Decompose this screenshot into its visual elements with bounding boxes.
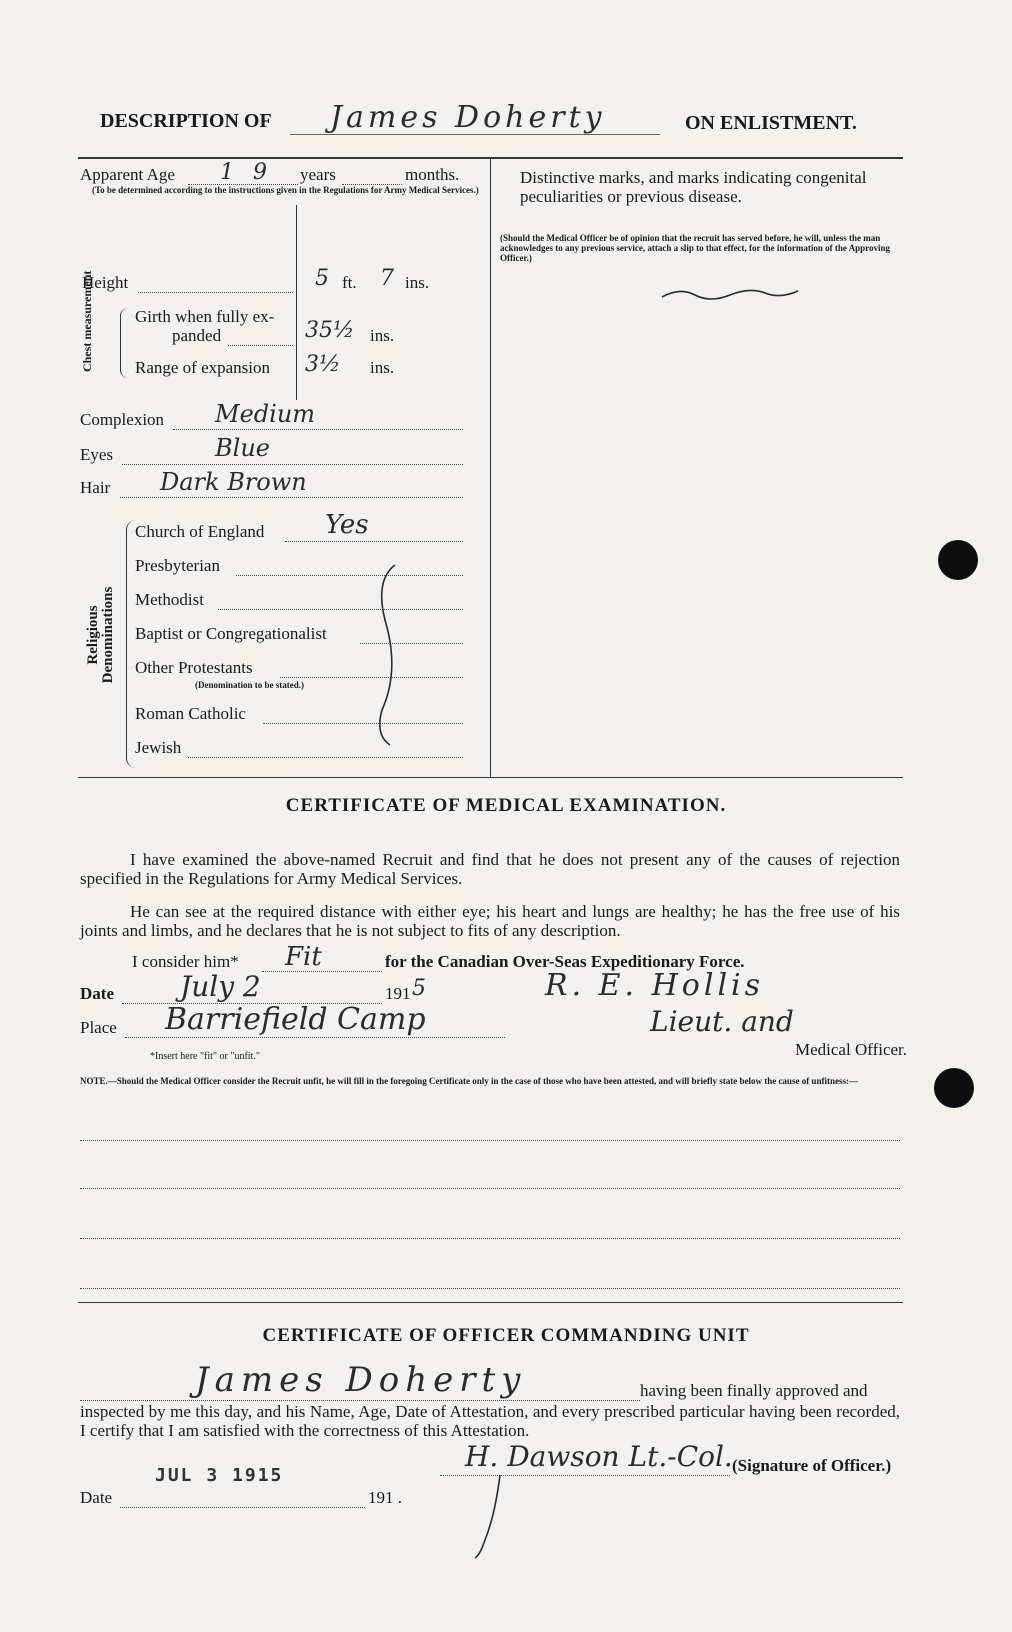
apparent-age-label: Apparent Age bbox=[80, 165, 175, 184]
enlistee-name: James Doherty bbox=[330, 100, 606, 135]
religion-church-of-england-value: Yes bbox=[325, 510, 369, 540]
girth-ins-label: ins. bbox=[370, 326, 395, 345]
medical-officer-label: Medical Officer. bbox=[795, 1040, 908, 1059]
age-value: 1 9 bbox=[220, 160, 273, 185]
punch-hole-upper bbox=[938, 540, 978, 580]
religion-roman-catholic: Roman Catholic bbox=[135, 704, 246, 723]
years-label: years bbox=[300, 165, 336, 184]
eyes-label: Eyes bbox=[80, 445, 114, 464]
height-ft-label: ft. bbox=[342, 273, 357, 292]
eyes-value: Blue bbox=[215, 434, 270, 462]
medical-year-value: 5 bbox=[412, 976, 426, 1001]
age-note: (To be determined according to the instructions given in the Regulations for Army Medical Services.) bbox=[92, 185, 479, 195]
medical-officer-signature: R. E. Hollis bbox=[545, 968, 765, 1003]
girth-label-1: Girth when fully ex- bbox=[135, 307, 275, 326]
height-label: Height bbox=[82, 273, 129, 292]
commanding-signature: H. Dawson Lt.-Col. bbox=[465, 1440, 733, 1473]
religion-methodist: Methodist bbox=[135, 590, 204, 609]
medical-para-2: He can see at the required distance with either eye; his heart and lungs are healthy; he has the free use of his joints and limbs, and he declares that he is not subject to fits of any description. bbox=[80, 902, 900, 940]
religion-brace-stroke bbox=[370, 560, 410, 750]
distinctive-marks-value bbox=[760, 300, 761, 301]
commanding-name-value: James Doherty bbox=[195, 1360, 527, 1400]
girth-value: 35½ bbox=[305, 318, 355, 343]
consider-suffix: for the Canadian Over-Seas Expeditionary Force. bbox=[385, 952, 745, 971]
medical-certificate-title: CERTIFICATE OF MEDICAL EXAMINATION. bbox=[285, 795, 727, 816]
religion-presbyterian: Presbyterian bbox=[135, 556, 220, 575]
punch-hole-lower bbox=[934, 1068, 974, 1108]
column-divider bbox=[490, 157, 491, 777]
distinctive-marks-nil-stroke bbox=[660, 285, 800, 305]
section-rule bbox=[78, 777, 903, 778]
chest-bracket bbox=[120, 308, 131, 378]
height-in-value: 7 bbox=[380, 266, 394, 291]
height-ft-value: 5 bbox=[315, 266, 329, 291]
measure-divider bbox=[296, 205, 297, 400]
signature-flourish bbox=[470, 1470, 510, 1560]
commanding-text-2: inspected by me this day, and his Name, Age, Date of Attestation, and every prescribed particular having been recorded, I certify that I am satisfied with the correctness of this Attestation. bbox=[80, 1402, 900, 1440]
medical-date-value: July 2 bbox=[180, 970, 261, 1003]
header-prefix: DESCRIPTION OF bbox=[100, 110, 272, 132]
range-label: Range of expansion bbox=[135, 358, 271, 377]
header-suffix: ON ENLISTMENT. bbox=[685, 112, 857, 134]
received-stamp-date: JUL 3 1915 bbox=[155, 1465, 284, 1486]
months-label: months. bbox=[405, 165, 460, 184]
hair-value: Dark Brown bbox=[160, 468, 307, 496]
religion-other-note: (Denomination to be stated.) bbox=[195, 680, 304, 690]
medical-place-value: Barriefield Camp bbox=[165, 1002, 426, 1037]
religion-jewish: Jewish bbox=[135, 738, 182, 757]
religious-denominations-label: Religious Denominations bbox=[85, 586, 116, 684]
unfitness-note: NOTE.—Should the Medical Officer consider the Recruit unfit, he will fill in the foregoing Certificate only in the case of those who have been attested, and will briefly state below the cause of unfitness:— bbox=[80, 1076, 858, 1086]
commanding-year-printed: 191 . bbox=[368, 1488, 402, 1507]
height-ins-label: ins. bbox=[405, 273, 430, 292]
insert-fit-note: *Insert here "fit" or "unfit." bbox=[150, 1051, 260, 1062]
complexion-label: Complexion bbox=[80, 410, 165, 429]
range-value: 3½ bbox=[305, 352, 341, 377]
distinctive-marks-heading: Distinctive marks, and marks indicating congenital peculiarities or previous disease. bbox=[520, 168, 867, 206]
hair-label: Hair bbox=[80, 478, 111, 497]
distinctive-marks-note: (Should the Medical Officer be of opinion that the recruit has served before, he will, unless the man acknowledges to any previous service, attach a slip to that effect, for the information of the Approving Officer.) bbox=[500, 233, 890, 263]
commanding-rule bbox=[78, 1302, 903, 1303]
commanding-certificate-title: CERTIFICATE OF OFFICER COMMANDING UNIT bbox=[262, 1325, 750, 1346]
consider-value: Fit bbox=[285, 942, 322, 972]
religion-other-protestants: Other Protestants bbox=[135, 658, 253, 677]
medical-place-label: Place bbox=[80, 1018, 117, 1037]
commanding-text-1: having been finally approved and bbox=[640, 1381, 868, 1400]
consider-prefix: I consider him* bbox=[132, 952, 239, 971]
commanding-date-label: Date bbox=[80, 1488, 113, 1507]
religion-baptist: Baptist or Congregationalist bbox=[135, 624, 327, 643]
chest-measurement-label: Chest measurement bbox=[80, 270, 94, 372]
medical-date-label: Date bbox=[80, 984, 114, 1003]
medical-para-1: I have examined the above-named Recruit and find that he does not present any of the causes of rejection specified in the Regulations for Army Medical Services. bbox=[80, 850, 900, 888]
religion-church-of-england: Church of England bbox=[135, 522, 265, 541]
girth-label-2: panded bbox=[172, 326, 222, 345]
complexion-value: Medium bbox=[215, 400, 316, 428]
medical-year-printed: 191 bbox=[385, 984, 411, 1003]
range-ins-label: ins. bbox=[370, 358, 395, 377]
medical-officer-rank: Lieut. and bbox=[650, 1005, 794, 1038]
commanding-signature-label: (Signature of Officer.) bbox=[732, 1456, 892, 1475]
